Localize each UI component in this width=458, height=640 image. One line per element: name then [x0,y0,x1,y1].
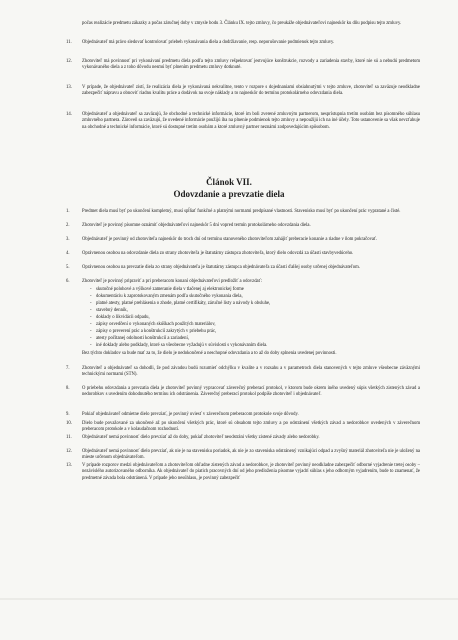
bullet-item: - zápisy osvedčení o vykonaných skúškach použitých materiálov, [96,322,418,328]
item-text: Predmet diela musí byť po ukončení kompletný, musí spĺňať funkčné a platnými normami predpísané vlastnosti. Stavenisko musí byť po ukončení prác vypratané a čisté. [82,209,401,214]
item-number: 9. [66,412,70,417]
item-number: 3. [66,237,70,242]
note-paragraph: Bez týchto dokladov sa bude mať za to, že dielo je nedokončené a neschopné odovzdania a to až do doby splnenia uvedenej povinnosti. [82,351,337,356]
list-item [66,265,420,271]
scan-shadow [0,598,458,600]
list-item [66,251,420,257]
item-text: V prípade, že objednávateľ zistí, že realizácia diela je vykonávaná nekvalitne, tento v rozpore s dojednaniami obsiahnutými v tejto zmluve, zhotoviteľ sa zaväzuje neodkladne zabezpečiť nápravu a obnoviť riadnu kvalitu práce a dodávok na svoje náklady a to najneskôr do termínu protokolárneho odovzdania diela. [82,85,420,97]
list-item [66,237,420,243]
bullet-item: - atesty počítanej odolnosti konštrukcií a zariadení, [96,336,418,342]
article-number: Článok VII. [206,177,252,187]
item-text: Dielo bude považované za ukončené až po ukončení všetkých prác, ktoré sú obsahom tejto zmluvy a po odstránení všetkých závad a nedorobkov uvedených v záverečnom preberacom protokole a v kolaudačnom rozhodnutí. [82,421,420,433]
item-number: 13. [66,85,72,90]
list-item [66,279,420,285]
list-item [66,209,420,215]
item-number: 2. [66,223,70,228]
list-item [66,449,420,462]
item-text: Zhotoviteľ je povinný pripraviť a pri preberacom konaní objednávateľovi predložiť a odovzdať: [82,279,262,284]
item-text: O priebehu odovzdania a prevzatia diela je zhotoviteľ povinný vypracovať záverečný preberací protokol, v ktorom bude okrem iného uvedený súpis všetkých zistených závad a nedorobkov s uvedením dohodnutého termínu ich odstránenia. Záverečný preberací protokol podpíše zhotoviteľ i objednávateľ. [82,386,420,398]
item-text: Objednávateľ je povinný od zhotoviteľa najneskôr do troch dní od termínu stanoveného zhotoviteľom zahájiť preberacie konanie a riadne v ňom pokračovať. [82,237,378,242]
list-item [66,386,420,399]
item-number: 11. [66,435,72,440]
bullet-item: - stavebný denník, [96,308,418,314]
item-number: 10. [66,421,72,426]
item-number: 5. [66,265,70,270]
list-item [66,412,420,418]
bullet-item: - iné doklady alebo podklady, ktoré sa všeobecne vyžadujú v súvislosti s vykonávaním diela. [96,343,418,349]
item-number: 8. [66,386,70,391]
intro-paragraph: počas realizácie predmetu zákazky a počas záručnej doby v zmysle bodu 3. Článku IX. tejto zmluvy, čo preukáže objednávateľovi najneskôr ku dňu podpisu tejto zmluvy. [82,21,402,26]
item-text: V prípade rozporov medzi objednávateľom a zhotoviteľom ohľadne zistených závad a nedorobkov, je zhotoviteľ povinný neodkladne zabezpečiť odborné vyjadrenie tretej osoby – nezávislého autorizovaného odborníka. Ak objednávateľ do piatich pracovných dní od jeho predloženia písomne vyjadrí súhlas s jeho odborným vyjadrením, bude to znamenať, že predmetné závada bola odstránená. V prípade jeho nesúhlasu, je povinný zabezpečiť [82,463,420,481]
item-text: Objednávateľ nemá povinnosť dielo prevziať, ak nie je na stavenisku poriadok, ak nie je zo staveniska odstránený vznikajúci odpad a zvyšný materiál zhotoviteľa nie je uložený na mieste určenom objednávateľom. [82,449,420,461]
item-text: Zhotoviteľ a objednávateľ sa dohodli, že pod závadou budú rozumieť odchýlku v kvalite a v rozsahu a v parametroch diela stanovených v tejto zmluve všeobecne záväznými technickými normami (STN). [82,366,420,378]
item-text: Objednávateľ nemá povinnosť dielo prevziať až do doby, pokiaľ zhotoviteľ neodstráni všetky zistené závady alebo nedorobky. [82,435,320,440]
item-number: 13. [66,463,72,468]
bullet-item: - skutočné polohové a výškové zameranie diela v tlačenej aj elektronickej forme [96,287,418,293]
item-text: Objednávateľ a objednávateľ sa zaväzujú, že obchodné a technické informácie, ktoré im boli zverené zmluvným partnerom, nesprístupnia tretím osobám bez písomného súhlasu zmluvného partnera. Zároveň sa zaväzujú, že uvedené informácie použijú iba na plnenie podmienok tejto zmluvy a nepoužijú ich na iné účely. Toto ustanovenie sa však nevzťahuje na obchodné a technické informácie, ktoré sú dostupné tretím osobám a ktoré zmluvný partner neznámi zodpovedajúcim spôsobom. [82,112,420,130]
item-text: Pokiaľ objednávateľ odmietne dielo prevziať, je povinný uviesť v záverečnom preberacom protokole svoje dôvody. [82,412,299,417]
item-number: 1. [66,209,70,214]
list-item [66,112,420,131]
item-number: 14. [66,112,72,117]
list-item [66,463,420,482]
item-number: 12. [66,59,72,64]
list-item [66,59,420,72]
article-title: Odovzdanie a prevzatie diela [173,189,285,199]
list-item [66,85,420,98]
item-number: 6. [66,279,70,284]
bullet-item: - dokumentáciu k zaprotokovaným zmenám podľa skutočného vykonania diela, [96,294,418,300]
list-item [66,421,420,434]
list-item [66,435,420,441]
item-number: 11. [66,40,72,45]
list-item [66,223,420,229]
bullet-item: - zápisy o preverení prác a konštrukcií zakrytých v priebehu prác, [96,329,418,335]
item-number: 12. [66,449,72,454]
bullet-item: - doklady o likvidácii odpadu, [96,315,418,321]
item-number: 7. [66,366,70,371]
item-number: 4. [66,251,70,256]
bullet-item: - platné atesty, platné prehlásenia o zhode, platné certifikáty, záručné listy a návody k obsluhe, [96,301,418,307]
item-text: Zhotoviteľ je povinný písomne oznámiť objednávateľovi najneskôr 5 dní vopred termín protokolárneho odovzdania diela. [82,223,311,228]
list-item [66,40,420,46]
item-text: Oprávnenou osobou na prevzatie diela zo strany objednávateľa je štatutárny zástupca objednávateľa za účasti ďalšej osoby určenej objednávateľom. [82,265,360,270]
item-text: Oprávnenou osobou na odovzdanie diela zo strany zhotoviteľa je štatutárny zástupca zhotoviteľa, ktorý dielo odovzdá za účasti stavbyvedúceho. [82,251,354,256]
list-item [66,366,420,379]
item-text: Objednávateľ má právo sledovať kontrolovať priebeh vykonávania diela a dodržiavanie, resp. neporušovanie podmienok tejto zmluvy. [82,40,335,45]
item-text: Zhotoviteľ má povinnosť pri vykonávaní predmetu diela podľa tejto zmluvy rešpektovať jestvujúce konštrukcie, rozvody a zariadenia stavby, ktoré nie sú a nebudú predmetom vykonávaného diela a z toho dôvodu nesmú byť plnením predmetu zmluvy dotknuté. [82,59,420,71]
